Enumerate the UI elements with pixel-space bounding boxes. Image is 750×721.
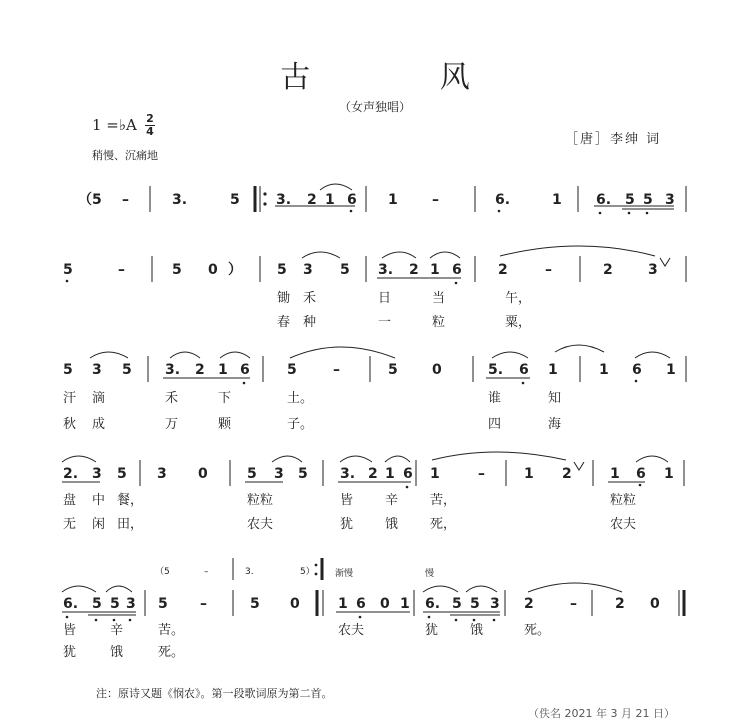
- jianpu-note: 6: [519, 362, 529, 378]
- lyric-verse-1: 死。: [524, 623, 551, 638]
- slur: [290, 347, 395, 358]
- cue-note: （5: [155, 567, 170, 577]
- footnote: 注：原诗又题《悯农》。第一段歌词原为第二首。: [96, 687, 333, 700]
- lyric-verse-1: 皆: [63, 623, 77, 638]
- lyric-verse-2: 颗: [218, 417, 232, 432]
- jianpu-note: 2: [409, 262, 419, 278]
- lyric-verse-1: 皆: [340, 493, 354, 508]
- low-octave-dot: [406, 486, 409, 489]
- lyric-verse-2: 犹: [63, 645, 77, 660]
- jianpu-note: 2: [524, 596, 534, 612]
- jianpu-note: 1: [552, 192, 562, 208]
- lyric-verse-2: 粟，: [505, 315, 532, 330]
- low-octave-dot: [522, 382, 525, 385]
- jianpu-note: 2.: [63, 466, 79, 482]
- low-octave-dot: [639, 484, 642, 487]
- low-octave-dot: [628, 212, 631, 215]
- jianpu-note: 6: [636, 466, 646, 482]
- song-subtitle: （女声独唱）: [338, 100, 411, 114]
- jianpu-note: 0: [198, 466, 208, 482]
- jianpu-note: 1: [599, 362, 609, 378]
- jianpu-note: 6.: [596, 192, 612, 208]
- key-signature: 1 =♭A: [92, 116, 137, 134]
- slur: [492, 352, 528, 358]
- beams: [62, 206, 674, 615]
- jianpu-note: 3: [303, 262, 313, 278]
- lyric-verse-1: 中: [92, 493, 106, 508]
- lyric-verse-2: 四: [488, 417, 502, 432]
- breath-mark: [660, 258, 670, 266]
- jianpu-note: 5: [92, 596, 102, 612]
- lyric-verse-2: 子。: [287, 417, 314, 432]
- low-octave-dot: [498, 210, 501, 213]
- lyric-verse-1: 辛: [110, 623, 124, 638]
- lyric-verse-1: 苦。: [158, 623, 185, 638]
- jianpu-note: 5: [277, 262, 287, 278]
- tempo-change-mark: 渐慢: [335, 569, 354, 579]
- lyric-verse-1: 谁: [488, 391, 502, 406]
- jianpu-note: 0: [380, 596, 390, 612]
- jianpu-note: 6.: [425, 596, 441, 612]
- slurs: [62, 184, 670, 592]
- jianpu-note: 2: [615, 596, 625, 612]
- lyric-verse-2: 饿: [385, 517, 399, 532]
- low-octave-dot: [473, 619, 476, 622]
- slur: [272, 456, 302, 462]
- lyric-verse-1: 下: [218, 391, 232, 406]
- tempo-marking: 稍慢、沉痛地: [92, 149, 158, 162]
- jianpu-note: 5: [117, 466, 127, 482]
- jianpu-note: –: [118, 262, 125, 278]
- jianpu-note: 6.: [63, 596, 79, 612]
- jianpu-note: 3.: [340, 466, 356, 482]
- jianpu-note: 6.: [495, 192, 511, 208]
- jianpu-note: 5: [340, 262, 350, 278]
- lyric-verse-1: 盘: [63, 493, 77, 508]
- low-octave-dot: [113, 619, 116, 622]
- repeat-dot: [263, 202, 266, 205]
- slur: [385, 456, 410, 462]
- low-octave-dot: [95, 619, 98, 622]
- jianpu-note: 5: [230, 192, 240, 208]
- low-octave-dot: [455, 282, 458, 285]
- lyric-verse-1: 犹: [425, 623, 439, 638]
- jianpu-note: 2: [498, 262, 508, 278]
- lyric-verse-1: 餐，: [117, 493, 144, 508]
- score-row-1: [78, 192, 675, 208]
- lyric-verse-2: 海: [548, 417, 562, 432]
- jianpu-note: 1: [664, 466, 674, 482]
- lyric-verse-2: 闲: [92, 517, 106, 532]
- score-row-5: [63, 566, 660, 660]
- low-octave-dot: [66, 616, 69, 619]
- tie: [528, 583, 622, 592]
- jianpu-note: 5: [63, 362, 73, 378]
- cue-note: 3.: [245, 567, 254, 577]
- jianpu-note: –: [478, 466, 485, 482]
- slur: [636, 456, 668, 462]
- low-octave-dot: [493, 619, 496, 622]
- lyric-verse-2: 种: [303, 315, 317, 330]
- jianpu-note: 1: [338, 596, 348, 612]
- lyric-verse-1: 粒粒: [247, 493, 274, 508]
- jianpu-note: 3.: [378, 262, 394, 278]
- meter-bottom: 4: [146, 125, 154, 138]
- lyric-verse-1: 苦，: [430, 493, 457, 508]
- lyric-verse-1: 农夫: [338, 623, 365, 638]
- slur: [423, 586, 458, 592]
- low-octave-dot: [428, 616, 431, 619]
- jianpu-note: 5: [247, 466, 257, 482]
- low-octave-dot: [646, 212, 649, 215]
- lyric-verse-1: 禾: [303, 291, 317, 306]
- lyric-verse-2: 饿: [110, 645, 124, 660]
- jianpu-note: 5.: [488, 362, 504, 378]
- jianpu-note: 5: [172, 262, 182, 278]
- lyric-verse-2: 田，: [117, 517, 144, 532]
- jianpu-note: 1: [430, 262, 440, 278]
- lyric-verse-1: 午，: [505, 291, 532, 306]
- jianpu-note: 0: [650, 596, 660, 612]
- lyric-verse-2: 万: [165, 417, 179, 432]
- jianpu-note: 1: [325, 192, 335, 208]
- jianpu-note: 2: [195, 362, 205, 378]
- lyric-verse-1: 禾: [165, 391, 179, 406]
- jianpu-note: 1: [218, 362, 228, 378]
- jianpu-note: 6: [403, 466, 413, 482]
- jianpu-note: 2: [603, 262, 613, 278]
- jianpu-note: –: [432, 192, 439, 208]
- slur: [466, 586, 497, 592]
- lyric-verse-2: 一: [378, 315, 392, 330]
- jianpu-note: 3.: [165, 362, 181, 378]
- jianpu-note: 3.: [172, 192, 188, 208]
- lyric-verse-1: 粒粒: [610, 493, 637, 508]
- jianpu-note: 5: [287, 362, 297, 378]
- low-octave-dot: [455, 619, 458, 622]
- jianpu-note: 3: [92, 466, 102, 482]
- slur: [302, 252, 340, 258]
- jianpu-note: 5: [158, 596, 168, 612]
- octave-dots: [66, 210, 670, 622]
- repeat-dot: [315, 564, 318, 567]
- slur: [90, 352, 128, 358]
- jianpu-note: –: [333, 362, 340, 378]
- lyric-verse-2: 无: [63, 517, 77, 532]
- lyric-verse-1: 土。: [287, 391, 314, 406]
- score-row-3: [63, 362, 676, 432]
- jianpu-note: 0: [208, 262, 218, 278]
- low-octave-dot: [359, 616, 362, 619]
- jianpu-note: 3: [126, 596, 136, 612]
- slur: [340, 456, 372, 462]
- cue-note: 5）: [300, 567, 315, 577]
- lyric-verse-1: 锄: [277, 291, 291, 306]
- jianpu-note: 5: [625, 192, 635, 208]
- jianpu-note: 1: [548, 362, 558, 378]
- low-octave-dot: [66, 280, 69, 283]
- low-octave-dot: [129, 619, 132, 622]
- slur: [320, 184, 352, 190]
- slur: [220, 352, 250, 358]
- lyric-verse-2: 春: [277, 315, 291, 330]
- score-row-4: [63, 466, 674, 532]
- repeat-dot: [263, 192, 266, 195]
- jianpu-note: 5: [643, 192, 653, 208]
- jianpu-note: ）: [228, 262, 242, 278]
- slur: [106, 586, 132, 592]
- jianpu-note: 6: [347, 192, 357, 208]
- jianpu-note: 5: [298, 466, 308, 482]
- lyric-verse-1: 滴: [92, 391, 106, 406]
- lyric-verse-2: 农夫: [247, 517, 274, 532]
- jianpu-note: 2: [307, 192, 317, 208]
- lyric-verse-2: 死，: [430, 517, 457, 532]
- jianpu-note: 1: [524, 466, 534, 482]
- jianpu-note: 0: [432, 362, 442, 378]
- slur: [430, 252, 460, 258]
- jianpu-note: 0: [290, 596, 300, 612]
- date-stamp: （佚名 2021 年 3 月 21 日）: [528, 707, 675, 720]
- jianpu-note: 2: [368, 466, 378, 482]
- jianpu-note: 1: [666, 362, 676, 378]
- jianpu-note: 3: [648, 262, 658, 278]
- low-octave-dot: [243, 382, 246, 385]
- jianpu-note: 1: [388, 192, 398, 208]
- jianpu-note: 6: [452, 262, 462, 278]
- lyric-verse-1: 当: [432, 291, 446, 306]
- lyric-verse-2: 秋: [63, 417, 77, 432]
- jianpu-note: （5: [78, 192, 102, 208]
- jianpu-note: –: [570, 596, 577, 612]
- jianpu-note: 3: [157, 466, 167, 482]
- jianpu-note: –: [122, 192, 129, 208]
- jianpu-note: –: [200, 596, 207, 612]
- jianpu-note: 5: [63, 262, 73, 278]
- jianpu-note: 1: [610, 466, 620, 482]
- lyric-verse-2: 犹: [340, 517, 354, 532]
- lyric-verse-2: 死。: [158, 645, 185, 660]
- tie: [500, 246, 655, 256]
- slur: [635, 352, 670, 358]
- jianpu-note: 3: [274, 466, 284, 482]
- lyric-verse-1: 日: [378, 291, 392, 306]
- jianpu-note: 5: [250, 596, 260, 612]
- jianpu-note: –: [545, 262, 552, 278]
- song-title: 古 风: [280, 60, 530, 95]
- jianpu-note: 3: [665, 192, 675, 208]
- jianpu-note: 3: [92, 362, 102, 378]
- slur: [382, 252, 416, 258]
- lyric-verse-1: 饿: [470, 623, 484, 638]
- slur: [62, 586, 96, 592]
- lyric-verse-2: 农夫: [610, 517, 637, 532]
- jianpu-note: 5: [452, 596, 462, 612]
- jianpu-note: 1: [430, 466, 440, 482]
- jianpu-note: 3.: [276, 192, 292, 208]
- jianpu-note: 3: [490, 596, 500, 612]
- jianpu-note: 6: [240, 362, 250, 378]
- lyric-verse-1: 汗: [63, 391, 77, 406]
- jianpu-note: 2: [562, 466, 572, 482]
- breath-mark: [574, 462, 584, 470]
- lyricist: ［唐］李绅 词: [565, 132, 662, 147]
- jianpu-note: 5: [470, 596, 480, 612]
- tie: [555, 345, 604, 352]
- low-octave-dot: [599, 212, 602, 215]
- jianpu-note: 5: [122, 362, 132, 378]
- slur: [62, 456, 96, 462]
- lyric-verse-2: 粒: [432, 315, 446, 330]
- jianpu-note: 5: [388, 362, 398, 378]
- cue-note: –: [204, 567, 209, 577]
- repeat-dot: [315, 573, 318, 576]
- lyric-verse-1: 知: [548, 391, 562, 406]
- jianpu-note: 1: [400, 596, 410, 612]
- jianpu-note: 5: [110, 596, 120, 612]
- low-octave-dot: [350, 210, 353, 213]
- tempo-change-mark: 慢: [425, 569, 435, 579]
- jianpu-note: 6: [632, 362, 642, 378]
- meter-top: 2: [146, 112, 154, 125]
- jianpu-note: 1: [385, 466, 395, 482]
- jianpu-note: 6: [356, 596, 366, 612]
- low-octave-dot: [635, 380, 638, 383]
- slur: [170, 352, 200, 358]
- tie: [432, 452, 566, 460]
- lyric-verse-2: 成: [92, 417, 106, 432]
- lyric-verse-1: 辛: [385, 493, 399, 508]
